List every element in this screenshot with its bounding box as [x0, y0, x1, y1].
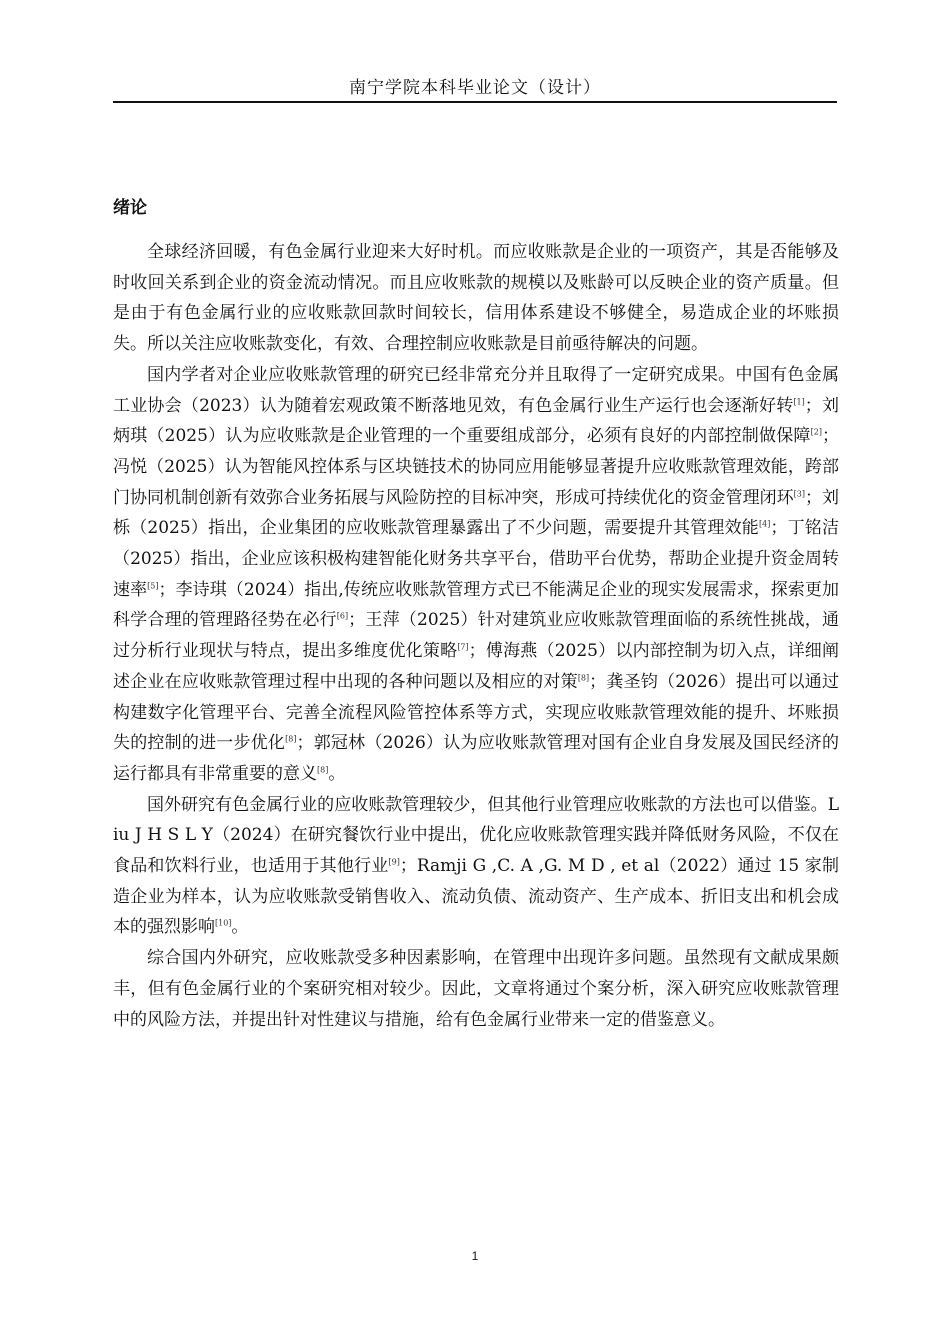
body-paragraph: [113, 943, 839, 1035]
citation-marker: [7]: [457, 642, 469, 652]
citation-marker: [2]: [810, 427, 822, 437]
citation-marker: [10]: [215, 918, 232, 928]
paragraph-text: 全球经济回暖，有色金属行业迎来大好时机。而应收账款是企业的一项资产，其是否能够及时收回关系到企业的资金流动情况。而且应收账款的规模以及账龄可以反映企业的资产质量。但是由于有色金属行业的应收账款回款时间较长，信用体系建设不够健全，易造成企业的坏账损失。所以关注应收账款变化，有效、合理控制应收账款是目前亟待解决的问题。: [113, 242, 839, 355]
paragraph-text: ；龚圣钧（2026）提出可以通过构建数字化管理平台、完善全流程风险管控体系等方式，实现应收账款管理效能的提升、坏账损失的控制的进一步优化: [113, 671, 840, 754]
citation-marker: [1]: [793, 396, 805, 406]
paragraph-text: 。: [328, 763, 346, 784]
citation-marker: [5]: [147, 581, 159, 591]
paragraph-text: ；傅海燕（2025）以内部控制为切入点，详细阐述企业在应收账款管理过程中出现的各种问题以及相应的对策: [113, 641, 840, 692]
paragraph-text: 综合国内外研究，应收账款受多种因素影响，在管理中出现许多问题。虽然现有文献成果颇丰，但有色金属行业的个案研究相对较少。因此，文章将通过个案分析，深入研究应收账款管理中的风险方法，并提出针对性建议与措施，给有色金属行业带来一定的借鉴意义。: [113, 948, 839, 1030]
citation-marker: [9]: [388, 857, 400, 867]
citation-marker: [8]: [285, 734, 297, 744]
paragraph-text: ；丁铭洁（2025）指出，企业应该积极构建智能化财务共享平台，借助平台优势，帮助企业提升资金周转速率: [113, 518, 840, 600]
body-paragraph: [113, 237, 839, 360]
header-rule: [113, 101, 837, 103]
citation-marker: [8]: [577, 673, 590, 683]
paragraph-text: 国外研究有色金属行业的应收账款管理较少，但其他行业管理应收账款的方法也可以借鉴。Liu J H S L Y（2024）在研究餐饮行业中提出，优化应收账款管理实践并降低财务风险，不仅在食品和饮料行业，也适用于其他行业: [113, 794, 839, 877]
section-title: 绪论: [113, 198, 147, 218]
citation-marker: [3]: [793, 488, 805, 498]
paragraph-text: ；李诗琪（2024）指出,传统应收账款管理方式已不能满足企业的现实发展需求，探索更加科学合理的管理路径势在必行: [113, 579, 840, 631]
paragraph-text: ；Ramji G ,C. A ,G. M D , et al（2022）通过 15 家制造企业为样本，认为应收账款受销售收入、流动负债、流动资产、生产成本、折旧支出和机会成本的强烈影响: [113, 856, 839, 938]
body-paragraph: [113, 790, 839, 944]
citation-marker: [4]: [759, 519, 771, 529]
paragraph-text: ；刘栎（2025）指出，企业集团的应收账款管理暴露出了不少问题，需要提升其管理效能: [113, 487, 840, 539]
paragraph-text: ；郭冠林（2026）认为应收账款管理对国有企业自身发展及国民经济的运行都具有非常重要的意义: [113, 733, 840, 784]
running-header: 南宁学院本科毕业论文（设计）: [349, 78, 601, 98]
citation-marker: [6]: [336, 611, 349, 621]
paragraph-text: ；冯悦（2025）认为智能风控体系与区块链技术的协同应用能够显著提升应收账款管理效能，跨部门协同机制创新有效弥合业务拓展与风险防控的目标冲突，形成可持续优化的资金管理闭环: [113, 426, 839, 508]
paragraph-text: 国内学者对企业应收账款管理的研究已经非常充分并且取得了一定研究成果。中国有色金属工业协会（2023）认为随着宏观政策不断落地见效，有色金属行业生产运行也会逐渐好转: [113, 364, 839, 416]
body-text: [113, 237, 839, 1035]
paragraph-text: ；刘炳琪（2025）认为应收账款是企业管理的一个重要组成部分，必须有良好的内部控制做保障: [113, 395, 839, 447]
body-paragraph: [113, 360, 839, 790]
paragraph-text: 。: [231, 917, 249, 938]
page-number: 1: [471, 1249, 479, 1263]
citation-marker: [8]: [317, 765, 329, 775]
paragraph-text: ；王萍（2025）针对建筑业应收账款管理面临的系统性挑战，通过分析行业现状与特点，提出多维度优化策略: [113, 610, 839, 662]
